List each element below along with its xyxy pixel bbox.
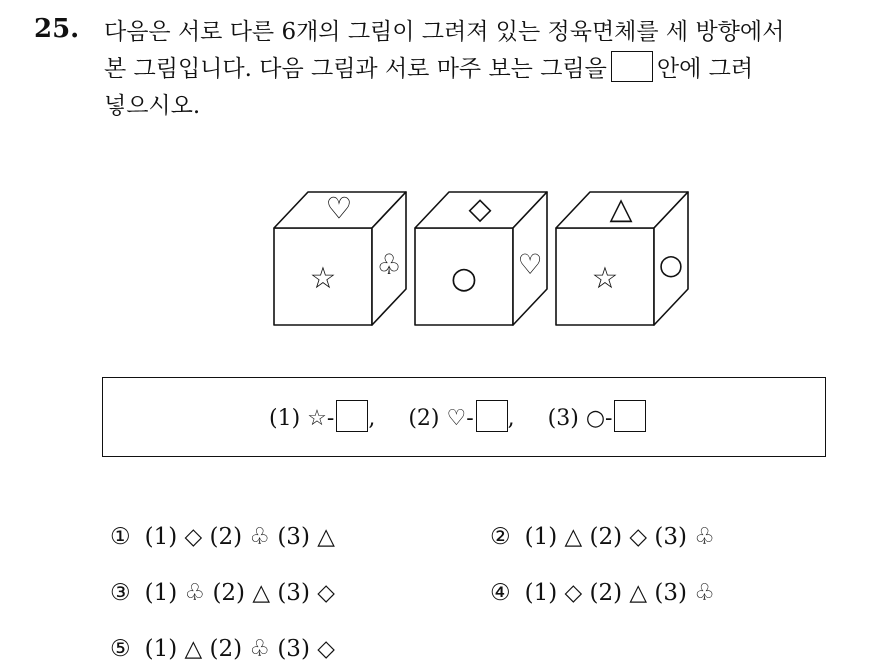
choice-3[interactable]	[110, 580, 335, 606]
cube-2	[415, 192, 547, 326]
condition-answer-box-2	[476, 400, 508, 432]
condition-label-2: (2)	[408, 406, 440, 431]
choice-1[interactable]	[110, 524, 335, 550]
condition-item-1	[269, 400, 375, 432]
cube-1-top-symbol: ♡	[325, 191, 353, 227]
question-line-1: 다음은 서로 다른 6개의 그림이 그려져 있는 정육면체를 세 방향에서	[104, 19, 785, 45]
choice-4-mark: ④	[490, 580, 511, 606]
cube-3-top-symbol: △	[609, 191, 633, 227]
cube-3	[556, 192, 688, 326]
condition-symbol-3: ○-	[585, 406, 613, 431]
choice-4-text: (1) ◇ (2) △ (3) ♧	[524, 580, 715, 606]
condition-row	[269, 400, 646, 432]
condition-punct-2: ,	[507, 406, 515, 431]
condition-item-2	[408, 400, 514, 432]
condition-punct-1: ,	[368, 406, 376, 431]
choice-5-mark: ⑤	[110, 636, 131, 662]
condition-answer-box-1	[336, 400, 368, 432]
cube-2-top-symbol: ◇	[468, 191, 492, 227]
choice-2-mark: ②	[490, 524, 511, 550]
question-line-2-text: 본 그림입니다. 다음 그림과 서로 마주 보는 그림을	[104, 56, 607, 82]
condition-answer-box-3	[614, 400, 646, 432]
cube-3-side-symbol: ○	[658, 248, 684, 281]
question-number: 25.	[34, 14, 80, 44]
question-line-2-tail: 안에 그려	[656, 56, 754, 82]
condition-label-3: (3)	[547, 406, 579, 431]
choice-5-text: (1) △ (2) ♧ (3) ◇	[144, 636, 335, 662]
condition-label-1: (1)	[269, 406, 301, 431]
choice-1-text: (1) ◇ (2) ♧ (3) △	[144, 524, 335, 550]
question-line-3: 넣으시오.	[104, 93, 201, 119]
cube-2-side-symbol: ♡	[517, 248, 543, 281]
choice-5[interactable]	[110, 636, 335, 662]
cube-1	[274, 192, 406, 326]
cube-1-front-symbol: ☆	[309, 261, 337, 296]
cube-3-front-symbol: ☆	[591, 261, 619, 296]
choice-3-mark: ③	[110, 580, 131, 606]
choice-1-mark: ①	[110, 524, 131, 550]
choice-2-text: (1) △ (2) ◇ (3) ♧	[524, 524, 715, 550]
condition-box	[102, 377, 826, 457]
condition-item-3	[548, 400, 647, 432]
choice-2[interactable]	[490, 524, 715, 550]
cube-1-side-symbol: ♧	[376, 248, 402, 281]
choice-3-text: (1) ♧ (2) △ (3) ◇	[144, 580, 335, 606]
cube-2-front-symbol: ○	[450, 261, 478, 296]
condition-symbol-2: ♡-	[446, 406, 474, 431]
condition-symbol-1: ☆-	[307, 406, 335, 431]
choice-4[interactable]	[490, 580, 715, 606]
